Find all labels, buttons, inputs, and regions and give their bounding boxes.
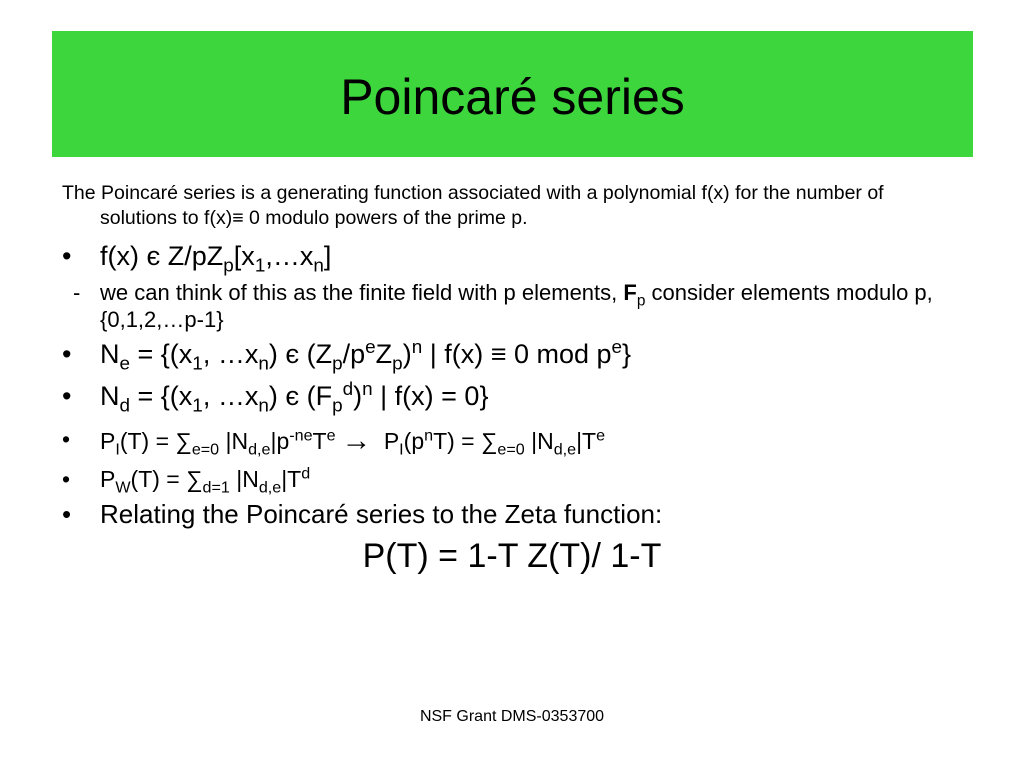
superscript: -ne: [289, 426, 313, 445]
bullet-icon: •: [62, 339, 72, 369]
text: |N: [229, 466, 259, 492]
text: P: [377, 428, 400, 454]
text: = {(x: [130, 381, 193, 411]
superscript: n: [411, 337, 423, 358]
bullet-pi-series: [62, 424, 962, 459]
subscript: e=0: [191, 440, 220, 459]
subscript: d,e: [248, 440, 271, 459]
subscript: d,e: [553, 440, 577, 459]
text: P: [100, 466, 116, 492]
text: ) є (Z: [268, 339, 333, 369]
subscript: I: [115, 440, 120, 459]
field-symbol: F: [623, 280, 637, 305]
superscript: d: [342, 379, 354, 400]
subscript: p: [332, 353, 343, 375]
bullet-pw-series: [62, 464, 962, 497]
text: |T: [281, 466, 302, 492]
dash-icon: -: [73, 280, 81, 305]
bullet-icon: •: [62, 381, 72, 411]
subscript: n: [258, 353, 269, 375]
text: T: [312, 428, 327, 454]
bullet-ne-definition: [62, 337, 962, 375]
text: T) = ∑: [433, 428, 498, 454]
subscript: p: [392, 353, 403, 375]
text: Relating the Poincaré series to the Zeta function:: [100, 499, 663, 529]
text: ]: [323, 241, 332, 271]
right-arrow-icon: →: [341, 424, 372, 457]
subscript: n: [313, 255, 324, 277]
subscript: p: [223, 255, 234, 277]
text: ): [353, 381, 363, 411]
text: | f(x) ≡ 0 mod p: [422, 339, 612, 369]
subscript: n: [258, 395, 269, 417]
intro-paragraph: The Poincaré series is a generating function associated with a polynomial f(x) for the number of solutions to f(x)≡ 0 modulo powers of the prime p.: [62, 182, 884, 229]
text: (T) = ∑: [130, 466, 203, 492]
bullet-icon: •: [62, 241, 72, 271]
text: |N: [524, 428, 554, 454]
text: /p: [342, 339, 366, 369]
footer-grant: NSF Grant DMS-0353700: [419, 708, 605, 725]
superscript: n: [424, 426, 434, 445]
text: , …x: [202, 339, 259, 369]
text: |T: [576, 428, 597, 454]
superscript: e: [611, 337, 623, 358]
dash-item-finite-field: [62, 279, 962, 333]
text: , …x: [202, 381, 259, 411]
title-bar: [52, 31, 973, 157]
text: }: [622, 339, 632, 369]
subscript: e=0: [497, 440, 525, 459]
bullet-zeta-relation: [62, 498, 962, 530]
text: ,…x: [265, 241, 314, 271]
superscript: d: [301, 464, 311, 483]
slide-title: Poincaré series: [340, 69, 685, 125]
subscript: 1: [254, 255, 266, 277]
text: (p: [403, 428, 425, 454]
slide-content: [62, 181, 962, 576]
subscript: p: [332, 395, 343, 417]
text: N: [100, 381, 120, 411]
zeta-formula: P(T) = 1-T Z(T)/ 1-T: [362, 537, 662, 575]
text: P: [100, 428, 116, 454]
text: f(x) є Z/pZ: [100, 241, 224, 271]
subscript: e: [119, 353, 131, 375]
subscript: d: [119, 395, 131, 417]
subscript: p: [636, 292, 646, 310]
text: (T) = ∑: [119, 428, 192, 454]
subscript: W: [115, 478, 131, 497]
text: Z: [375, 339, 393, 369]
text: N: [100, 339, 120, 369]
text: ): [402, 339, 412, 369]
subscript: 1: [192, 395, 203, 417]
subscript: 1: [192, 353, 203, 375]
subscript: I: [399, 440, 404, 459]
subscript: d,e: [258, 478, 282, 497]
text: we can think of this as the finite field with p elements,: [100, 280, 624, 305]
subscript: d=1: [202, 478, 230, 497]
superscript: e: [596, 426, 606, 445]
superscript: e: [326, 426, 336, 445]
superscript: e: [365, 337, 376, 358]
text: |p: [270, 428, 290, 454]
text: ) є (F: [268, 381, 333, 411]
text: | f(x) = 0}: [372, 381, 489, 411]
bullet-nd-definition: [62, 379, 962, 417]
text: = {(x: [130, 339, 193, 369]
text: consider elements modulo p, {0,1,2,…p-1}: [100, 280, 933, 332]
bullet-icon: •: [62, 426, 71, 452]
superscript: n: [362, 379, 373, 400]
bullet-polynomial-ring: [62, 239, 962, 277]
bullet-icon: •: [62, 499, 72, 529]
bullet-icon: •: [62, 466, 71, 492]
text: [x: [233, 241, 255, 271]
text: |N: [219, 428, 249, 454]
